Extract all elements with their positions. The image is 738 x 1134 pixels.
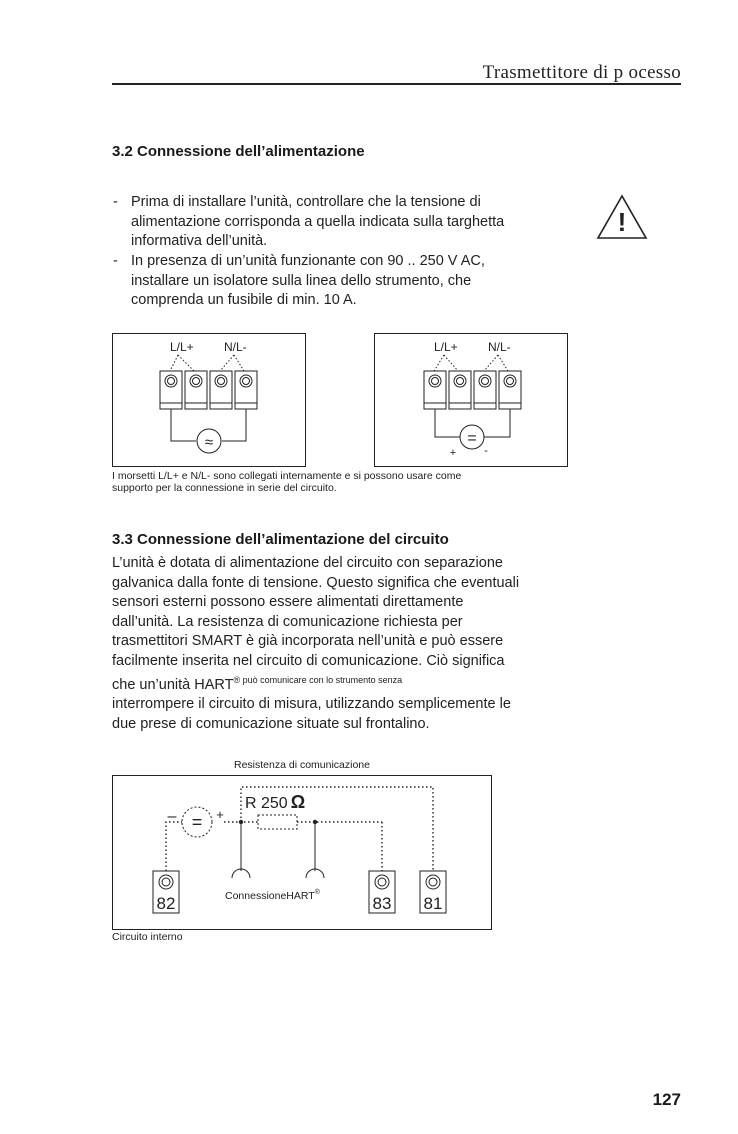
terminal-81 xyxy=(420,871,446,913)
circuit-diagram-title: Resistenza di comunicazione xyxy=(234,759,370,771)
ac-terminal-block xyxy=(160,371,257,409)
running-header-title: Trasmettitore di p ocesso xyxy=(482,62,681,83)
circuit-caption: Circuito interno xyxy=(112,931,183,943)
terminal-83 xyxy=(369,871,395,913)
source-eq-symbol: = xyxy=(191,812,203,832)
bullet-dash: - xyxy=(113,253,118,269)
para-line-7 xyxy=(112,671,572,695)
terminal-83-label: 83 xyxy=(372,894,392,913)
section-33-heading: 3.3 Connessione dell’alimentazione del circuito xyxy=(112,531,449,548)
para-line-2: galvanica dalla fonte di tensione. Questo significa che eventuali xyxy=(112,574,520,591)
header-rule xyxy=(112,83,681,85)
bullet-1-line-1: Prima di installare l’unità, controllare che la tensione di xyxy=(131,194,481,210)
resistor-value: R 250 xyxy=(245,795,288,812)
hart-label-text: ConnessioneHART xyxy=(225,890,315,902)
dc-symbol: = xyxy=(467,430,477,447)
communication-circuit-diagram xyxy=(112,775,492,931)
ac-symbol: ≈ xyxy=(204,434,214,451)
source-plus: + xyxy=(216,807,224,822)
terminal-82 xyxy=(153,871,179,913)
para-line-6: facilmente inserita nel circuito di comunicazione. Ciò significa xyxy=(112,652,505,669)
dc-label-n: N/L- xyxy=(488,340,511,354)
page-number: 127 xyxy=(652,1090,681,1109)
terminal-81-label: 81 xyxy=(423,894,443,913)
para-line-7-reg: ® può comunicare con lo strumento senza xyxy=(233,675,403,685)
dc-terminal-block xyxy=(424,371,521,409)
warning-icon xyxy=(596,193,648,241)
bullet-dash: - xyxy=(113,194,118,210)
ac-label-l: L/L+ xyxy=(170,340,194,354)
dc-plus: + xyxy=(449,447,457,459)
resistor-icon xyxy=(258,815,297,829)
bullet-1 xyxy=(113,193,553,253)
para-line-9: due prese di comunicazione situate sul frontalino. xyxy=(112,715,430,732)
terminal-82-label: 82 xyxy=(156,894,176,913)
bullet-2-line-3: comprenda un fusibile di min. 10 A. xyxy=(131,292,357,308)
ohm-symbol: Ω xyxy=(290,792,306,812)
para-line-4: dall’unità. La resistenza di comunicazione richiesta per xyxy=(112,613,463,630)
para-line-7-start: che un’unità HART xyxy=(112,676,234,693)
para-line-3: sensori esterni possono essere alimentati direttamente xyxy=(112,594,464,610)
para-line-5: trasmettitori SMART è già incorporata nell’unità e può essere xyxy=(112,633,504,649)
warning-mark: ! xyxy=(617,207,627,237)
hart-label-reg: ® xyxy=(314,889,320,896)
para-line-1: L’unità è dotata di alimentazione del circuito con separazione xyxy=(112,555,503,571)
resistor-label xyxy=(245,792,305,812)
caption-line-1: I morsetti L/L+ e N/L- sono collegati internamente e si possono usare come xyxy=(112,470,462,482)
bullet-1-line-2: alimentazione corrisponda a quella indicata sulla targhetta xyxy=(131,213,505,230)
source-minus: – xyxy=(167,808,177,825)
bullet-1-line-3: informativa dell’unità. xyxy=(131,233,268,249)
dc-minus: - xyxy=(484,445,488,457)
ac-power-diagram xyxy=(112,333,306,467)
section-33-paragraph xyxy=(112,554,572,734)
bullet-2-line-1: In presenza di un’unità funzionante con 90 .. 250 V AC, xyxy=(131,253,485,269)
caption-line-2: supporto per la connessione in serie del circuito. xyxy=(112,482,337,494)
para-line-8: interrompere il circuito di misura, utilizzando semplicemente le xyxy=(112,696,511,713)
dc-label-l: L/L+ xyxy=(434,340,458,354)
ac-label-n: N/L- xyxy=(224,340,247,354)
diagram-caption xyxy=(112,470,572,494)
bullet-2 xyxy=(113,252,553,312)
section-32-heading: 3.2 Connessione dell’alimentazione xyxy=(112,143,365,160)
dc-power-diagram xyxy=(374,333,568,467)
bullet-2-line-2: installare un isolatore sulla linea dello strumento, che xyxy=(131,272,472,289)
hart-connection-label xyxy=(225,888,321,902)
